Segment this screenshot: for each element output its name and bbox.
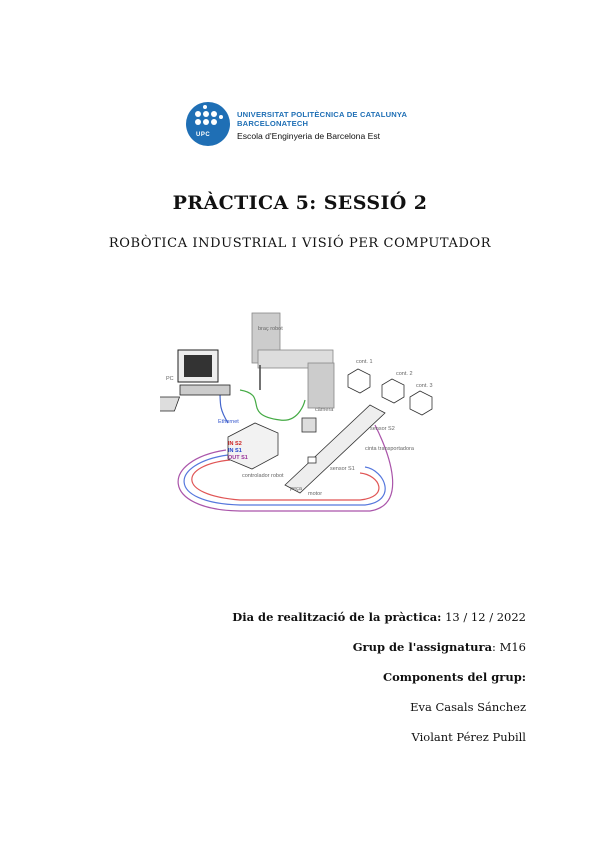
page-title: PRÀCTICA 5: SESSIÓ 2 — [172, 192, 428, 214]
label-io1: IN S2 — [228, 441, 242, 447]
label-ethernet: Ethernet — [218, 419, 239, 425]
label-piece: peça — [290, 486, 302, 492]
piece-icon — [308, 457, 316, 463]
label-io3: OUT S1 — [228, 455, 248, 461]
cable-green — [240, 390, 305, 420]
logo-school: Escola d'Enginyeria de Barcelona Est — [237, 131, 381, 141]
member-2: Violant Pérez Pubill — [411, 730, 526, 744]
date-value: 13 / 12 / 2022 — [445, 610, 526, 624]
university-logo — [186, 102, 426, 150]
container-boxes — [348, 369, 432, 415]
logo-text — [237, 110, 407, 142]
label-belt: cinta transportadora — [365, 446, 414, 452]
date-label: Dia de realització de la pràctica: — [232, 610, 442, 624]
page-subtitle: ROBÒTICA INDUSTRIAL I VISIÓ PER COMPUTADOR — [108, 236, 492, 251]
group-value: M16 — [499, 640, 526, 654]
group-line: Grup de l'assignatura: M16 — [352, 640, 526, 654]
robot-cell-diagram — [160, 305, 450, 515]
label-robot: braç robot — [258, 326, 283, 332]
robot-cell-svg — [160, 305, 450, 515]
label-cont2: cont. 2 — [396, 371, 413, 377]
label-cont3: cont. 3 — [416, 383, 433, 389]
label-io2: IN S1 — [228, 448, 242, 454]
label-cont1: cont. 1 — [356, 359, 373, 365]
member-1: Eva Casals Sánchez — [410, 700, 526, 714]
label-camera: càmera — [315, 407, 334, 413]
date-line — [232, 610, 526, 624]
members-heading — [383, 670, 526, 684]
cable-purple — [178, 425, 393, 511]
camera-icon — [302, 418, 316, 432]
logo-mark: UPC — [196, 132, 211, 138]
upc-logo-icon — [186, 102, 230, 146]
group-label: Grup de l'assignatura — [352, 640, 493, 654]
logo-barcelonatech: BARCELONATECH — [237, 119, 309, 128]
label-sensor1: sensor S1 — [330, 466, 355, 472]
label-sensor2: sensor S2 — [370, 426, 395, 432]
label-pc: PC — [166, 376, 174, 382]
logo-university: UNIVERSITAT POLITÈCNICA DE CATALUNYA — [237, 110, 408, 119]
members-label: Components del grup: — [382, 670, 526, 684]
label-controller: controlador robot — [242, 473, 284, 479]
label-motor: motor — [308, 491, 323, 497]
